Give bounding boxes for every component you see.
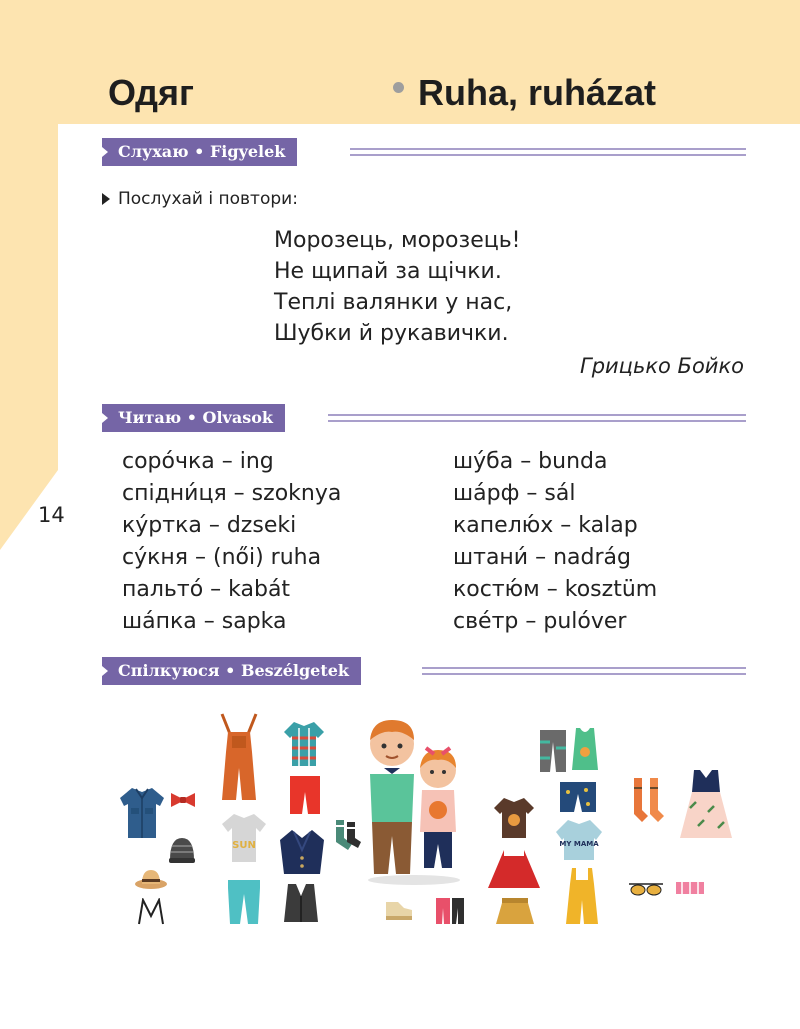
section-arrow-icon bbox=[102, 413, 108, 423]
kids-shorts-icon bbox=[558, 780, 598, 814]
play-triangle-icon bbox=[102, 193, 110, 205]
vocab-item: све́тр – pulóver bbox=[453, 609, 627, 634]
vocab-item: пальто́ – kabát bbox=[122, 577, 291, 602]
sweater-icon bbox=[554, 818, 604, 862]
section-arrow-icon bbox=[102, 666, 108, 676]
poem-line: Шубки й рукавички. bbox=[274, 321, 509, 346]
section-rule bbox=[350, 148, 746, 156]
section-label-talk: Спілкуюся • Beszélgetek bbox=[102, 657, 361, 685]
poem-line: Морозець, морозець! bbox=[274, 228, 521, 253]
instruction bbox=[102, 189, 298, 209]
tights-icon bbox=[434, 896, 466, 926]
title-separator-dot bbox=[393, 82, 404, 93]
vocab-item: соро́чка – ing bbox=[122, 449, 274, 474]
page-title-ukrainian: Одяг bbox=[108, 72, 194, 113]
jacket-icon bbox=[278, 828, 326, 876]
section-header-read bbox=[102, 404, 746, 432]
suspenders-icon bbox=[136, 898, 166, 926]
vocab-item: су́кня – (női) ruha bbox=[122, 545, 322, 570]
vocab-item: штани́ – nadrág bbox=[453, 545, 631, 570]
long-socks-icon bbox=[630, 776, 666, 824]
poem-author: Грицько Бойко bbox=[580, 354, 744, 378]
sweater-print: MY MAMA bbox=[559, 840, 599, 848]
print-tshirt-icon bbox=[492, 796, 536, 840]
vocab-item: ку́ртка – dzseki bbox=[122, 513, 297, 538]
red-shorts-icon bbox=[288, 774, 322, 816]
leggings-icon bbox=[538, 728, 568, 774]
red-cape-icon bbox=[486, 848, 542, 892]
side-band bbox=[0, 0, 58, 470]
section-rule bbox=[422, 667, 746, 675]
denim-shirt-icon bbox=[118, 784, 166, 840]
overalls-icon bbox=[216, 712, 262, 802]
vest-icon bbox=[282, 882, 320, 924]
section-header-listen bbox=[102, 138, 746, 166]
section-rule bbox=[328, 414, 746, 422]
section-header-talk bbox=[102, 657, 746, 685]
vocabulary-left bbox=[122, 446, 341, 638]
skirt-icon bbox=[494, 896, 536, 926]
section-label-read: Читаю • Olvasok bbox=[102, 404, 285, 432]
t-shirt-print: SUN bbox=[232, 840, 256, 851]
vocab-item: ша́рф – sál bbox=[453, 481, 576, 506]
headband-icon bbox=[674, 876, 706, 898]
poem bbox=[274, 225, 521, 349]
shoes-icon bbox=[384, 896, 414, 924]
page-title-hungarian: Ruha, ruházat bbox=[418, 72, 657, 113]
socks-icon bbox=[332, 818, 362, 852]
section-arrow-icon bbox=[102, 147, 108, 157]
dress-icon bbox=[678, 768, 734, 840]
section-label-listen: Слухаю • Figyelek bbox=[102, 138, 297, 166]
vocabulary-right bbox=[453, 446, 657, 638]
vocab-item: ша́пка – sapka bbox=[122, 609, 287, 634]
bow-tie-icon bbox=[170, 792, 196, 808]
instruction-text: Послухай і повтори: bbox=[118, 189, 298, 209]
jumpsuit-icon bbox=[562, 866, 602, 926]
plaid-shirt-icon bbox=[282, 720, 326, 768]
poem-line: Теплі валянки у нас, bbox=[274, 290, 513, 315]
knit-cap-icon bbox=[168, 836, 196, 864]
hat-icon bbox=[134, 866, 168, 890]
jeans-icon bbox=[226, 878, 262, 926]
vocab-item: спідни́ця – szoknya bbox=[122, 481, 342, 506]
poem-line: Не щипай за щічки. bbox=[274, 259, 502, 284]
tank-top-icon bbox=[570, 726, 600, 772]
t-shirt-icon bbox=[220, 812, 268, 864]
page-number: 14 bbox=[38, 503, 65, 527]
vocab-item: костю́м – kosztüm bbox=[453, 577, 658, 602]
vocab-item: капелю́х – kalap bbox=[453, 513, 638, 538]
boy-girl-icon bbox=[362, 718, 466, 886]
sunglasses-icon bbox=[628, 880, 664, 898]
vocab-item: шу́ба – bunda bbox=[453, 449, 608, 474]
